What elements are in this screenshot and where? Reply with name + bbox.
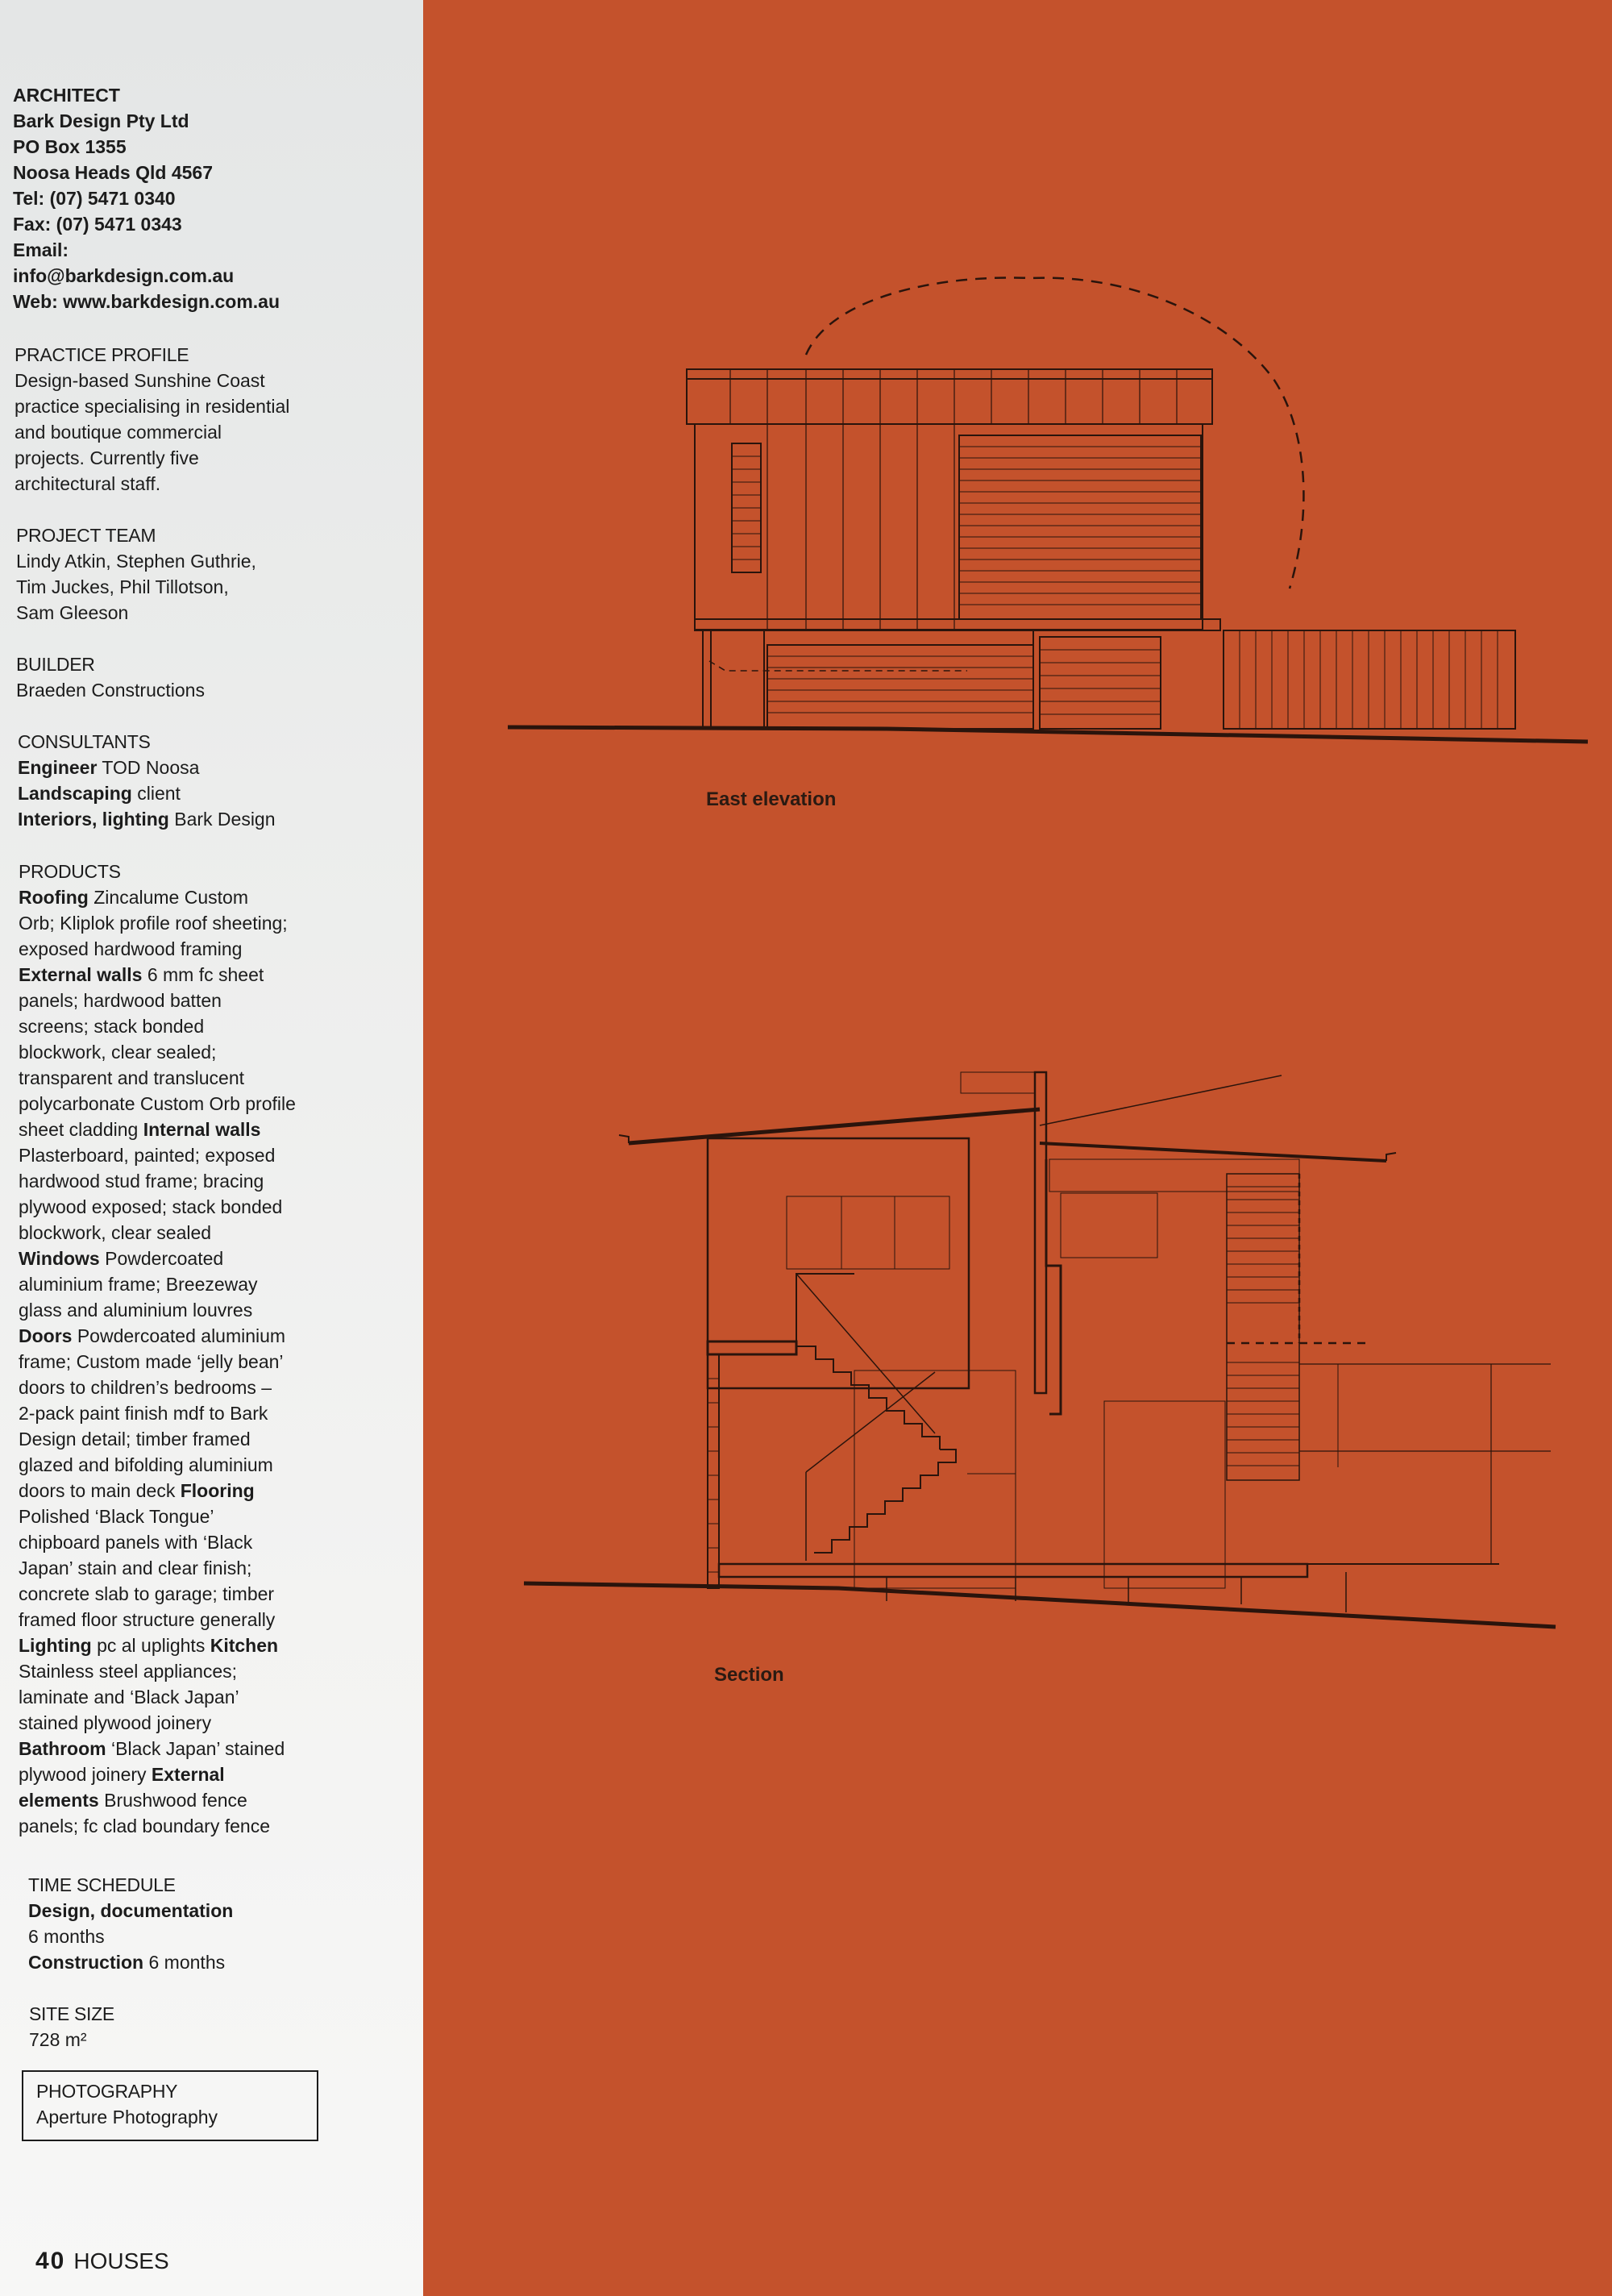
project-team-line: Sam Gleeson: [16, 602, 129, 623]
products-line: [19, 1581, 413, 1607]
product-description: Stainless steel appliances;: [19, 1661, 238, 1682]
central-wall: [1035, 1072, 1046, 1393]
product-category-label: External: [151, 1764, 225, 1785]
consultant-value: TOD Noosa: [102, 757, 200, 778]
project-team-heading: PROJECT TEAM: [16, 525, 156, 546]
products-line: [19, 1400, 413, 1426]
architect-line: Noosa Heads Qld 4567: [13, 162, 213, 183]
consultants-block: [18, 729, 413, 832]
product-description: Powdercoated: [105, 1248, 224, 1269]
products-line: [19, 1658, 413, 1684]
product-description: hardwood stud frame; bracing: [19, 1171, 264, 1192]
products-line: [19, 1013, 413, 1039]
consultants-heading: CONSULTANTS: [18, 731, 151, 752]
upper-window: [787, 1196, 949, 1269]
architect-line: Web: www.barkdesign.com.au: [13, 291, 280, 312]
product-description: ‘Black Japan’ stained: [111, 1738, 285, 1759]
project-team-line: Tim Juckes, Phil Tillotson,: [16, 576, 229, 597]
time-schedule-block: [28, 1872, 423, 1975]
photography-block: [36, 2078, 431, 2130]
products-line: [19, 1194, 413, 1220]
time-schedule-heading: TIME SCHEDULE: [28, 1874, 176, 1895]
architect-line: Bark Design Pty Ltd: [13, 110, 189, 131]
product-category-label: Internal walls: [143, 1119, 261, 1140]
section-drawing: [516, 1048, 1596, 1661]
consultant-label: Engineer: [18, 757, 98, 778]
practice-profile-heading: PRACTICE PROFILE: [15, 344, 189, 365]
gutter-right: [1386, 1153, 1396, 1161]
product-description: blockwork, clear sealed: [19, 1222, 212, 1243]
product-description: Japan’ stain and clear finish;: [19, 1558, 252, 1578]
site-size-value: 728 m²: [29, 2029, 87, 2050]
products-line: [19, 1349, 413, 1375]
garage-door: [767, 645, 1033, 729]
product-description: glazed and bifolding aluminium: [19, 1454, 273, 1475]
design-documentation-value: 6 months: [28, 1926, 105, 1947]
products-line: [19, 1297, 413, 1323]
product-description: Powdercoated aluminium: [77, 1325, 286, 1346]
architect-line: Email:: [13, 239, 69, 260]
lower-screen: [1040, 637, 1161, 729]
magazine-section: HOUSES: [73, 2248, 169, 2273]
products-line: [19, 1039, 413, 1065]
garage-door-slats: [767, 656, 1033, 713]
project-team-block: [16, 522, 411, 626]
tree-canopy-outline: [806, 277, 1303, 589]
product-description: doors to children’s bedrooms –: [19, 1377, 272, 1398]
products-line: [19, 1504, 413, 1529]
product-description: screens; stack bonded: [19, 1016, 205, 1037]
product-category-label: External walls: [19, 964, 143, 985]
products-line: [19, 1142, 413, 1168]
construction-label: Construction: [28, 1952, 144, 1973]
product-description: sheet cladding: [19, 1119, 139, 1140]
products-line: [19, 1323, 413, 1349]
product-description: laminate and ‘Black Japan’: [19, 1687, 239, 1707]
parapet: [961, 1072, 1035, 1093]
site-size-block: [29, 2001, 424, 2053]
products-line: [19, 1529, 413, 1555]
dashed-ground-line: [709, 661, 967, 671]
products-line: [19, 1091, 413, 1117]
builder-block: [16, 651, 411, 703]
product-description: plywood exposed; stack bonded: [19, 1196, 283, 1217]
product-category-label: Lighting: [19, 1635, 92, 1656]
right-wall-step: [1046, 1159, 1061, 1414]
consultant-label: Landscaping: [18, 783, 132, 804]
product-description: Zincalume Custom: [93, 887, 248, 908]
products-line: [19, 1246, 413, 1271]
builder-heading: BUILDER: [16, 654, 95, 675]
products-line: [19, 962, 413, 988]
products-lines: [19, 884, 413, 1839]
products-line: [19, 1813, 413, 1839]
practice-profile-line: projects. Currently five: [15, 447, 199, 468]
builder-line: Braeden Constructions: [16, 680, 205, 701]
practice-profile-line: architectural staff.: [15, 473, 161, 494]
photography-heading: PHOTOGRAPHY: [36, 2081, 178, 2102]
project-team-line: Lindy Atkin, Stephen Guthrie,: [16, 551, 256, 572]
product-category-label: Flooring: [180, 1480, 255, 1501]
product-category-label: elements: [19, 1790, 99, 1811]
product-description: aluminium frame; Breezeway: [19, 1274, 258, 1295]
gutter-left: [619, 1135, 629, 1143]
products-line: [19, 1710, 413, 1736]
product-description: concrete slab to garage; timber: [19, 1583, 275, 1604]
products-line: [19, 1065, 413, 1091]
product-description: 2-pack paint finish mdf to Bark: [19, 1403, 268, 1424]
site-size-heading: SITE SIZE: [29, 2003, 114, 2024]
product-description: chipboard panels with ‘Black: [19, 1532, 253, 1553]
product-category-label: Windows: [19, 1248, 100, 1269]
product-description: framed floor structure generally: [19, 1609, 276, 1630]
product-description: blockwork, clear sealed;: [19, 1042, 217, 1063]
products-line: [19, 1271, 413, 1297]
product-description: glass and aluminium louvres: [19, 1300, 253, 1321]
fence-battens: [1240, 630, 1498, 729]
product-category-label: Bathroom: [19, 1738, 106, 1759]
practice-profile-line: Design-based Sunshine Coast: [15, 370, 265, 391]
photography-value: Aperture Photography: [36, 2107, 218, 2128]
ground-room: [854, 1371, 1016, 1588]
architect-line: info@barkdesign.com.au: [13, 265, 235, 286]
product-description: Orb; Kliplok profile roof sheeting;: [19, 913, 288, 934]
products-line: [19, 1452, 413, 1478]
boundary-fence: [1224, 630, 1515, 729]
products-line: [19, 1607, 413, 1633]
right-door: [1104, 1401, 1225, 1588]
consultant-value: client: [137, 783, 181, 804]
page-folio: [35, 2248, 169, 2275]
product-description: frame; Custom made ‘jelly bean’: [19, 1351, 284, 1372]
architect-heading: ARCHITECT: [13, 85, 120, 106]
products-line: [19, 936, 413, 962]
batten-screen: [959, 435, 1201, 619]
product-description: plywood joinery: [19, 1764, 147, 1785]
products-line: [19, 1117, 413, 1142]
consultant-item: [18, 755, 413, 780]
products-line: [19, 1633, 413, 1658]
products-line: [19, 1762, 413, 1787]
architect-line: Fax: (07) 5471 0343: [13, 214, 182, 235]
upper-skylight-line: [1040, 1075, 1282, 1125]
product-description: Design detail; timber framed: [19, 1429, 251, 1450]
practice-profile-line: practice specialising in residential: [15, 396, 290, 417]
product-description: panels; hardwood batten: [19, 990, 222, 1011]
batten-slats: [959, 447, 1201, 605]
architect-line: PO Box 1355: [13, 136, 127, 157]
architect-line: Tel: (07) 5471 0340: [13, 188, 176, 209]
consultant-item: [18, 780, 413, 806]
product-description: Brushwood fence: [104, 1790, 247, 1811]
products-line: [19, 1787, 413, 1813]
products-block: [19, 859, 413, 1839]
consultant-item: [18, 806, 413, 832]
products-line: [19, 1168, 413, 1194]
products-line: [19, 1684, 413, 1710]
page-number: 40: [35, 2248, 66, 2274]
right-roof: [1040, 1143, 1386, 1161]
floor-band: [695, 619, 1220, 630]
product-description: doors to main deck: [19, 1480, 176, 1501]
upper-roof-band: [687, 369, 1212, 424]
products-line: [19, 1426, 413, 1452]
product-description: 6 mm fc sheet: [147, 964, 264, 985]
product-description: transparent and translucent: [19, 1067, 245, 1088]
products-line: [19, 1375, 413, 1400]
practice-profile-line: and boutique commercial: [15, 422, 222, 443]
products-line: [19, 1736, 413, 1762]
products-line: [19, 910, 413, 936]
right-window: [1061, 1193, 1157, 1258]
product-category-label: Roofing: [19, 887, 89, 908]
upper-floor-slab: [708, 1341, 796, 1354]
upper-floor-wall: [695, 424, 1203, 630]
products-line: [19, 988, 413, 1013]
stair: [796, 1274, 956, 1561]
product-category-label: Doors: [19, 1325, 73, 1346]
right-louvre-slats: [1227, 1187, 1299, 1466]
product-description: panels; fc clad boundary fence: [19, 1816, 270, 1836]
product-category-label: Kitchen: [210, 1635, 279, 1656]
blockwork-wall: [708, 1354, 719, 1588]
products-heading: PRODUCTS: [19, 861, 121, 882]
architect-block: [13, 82, 408, 314]
product-description: polycarbonate Custom Orb profile: [19, 1093, 296, 1114]
construction-item: [28, 1949, 423, 1975]
construction-value: 6 months: [148, 1952, 226, 1973]
design-documentation-label: Design, documentation: [28, 1900, 234, 1921]
products-line: [19, 1555, 413, 1581]
product-description: exposed hardwood framing: [19, 938, 243, 959]
section-caption: Section: [714, 1664, 784, 1686]
east-elevation-drawing: [484, 242, 1612, 774]
products-line: [19, 884, 413, 910]
upper-louvre-slats: [732, 456, 761, 559]
products-line: [19, 1220, 413, 1246]
upper-room-wall: [708, 1138, 969, 1388]
product-description: Polished ‘Black Tongue’: [19, 1506, 214, 1527]
product-description: pc al uplights: [97, 1635, 206, 1656]
practice-profile-block: [15, 342, 409, 497]
product-description: stained plywood joinery: [19, 1712, 212, 1733]
section-ground-line: [524, 1583, 1556, 1627]
consultant-label: Interiors, lighting: [18, 809, 169, 830]
east-elevation-caption: East elevation: [706, 788, 837, 810]
sheet-joints: [730, 369, 1177, 630]
consultant-value: Bark Design: [174, 809, 276, 830]
products-line: [19, 1478, 413, 1504]
right-louvres: [1227, 1174, 1299, 1480]
ground-floor-structure: [719, 1564, 1307, 1577]
product-description: Plasterboard, painted; exposed: [19, 1145, 276, 1166]
